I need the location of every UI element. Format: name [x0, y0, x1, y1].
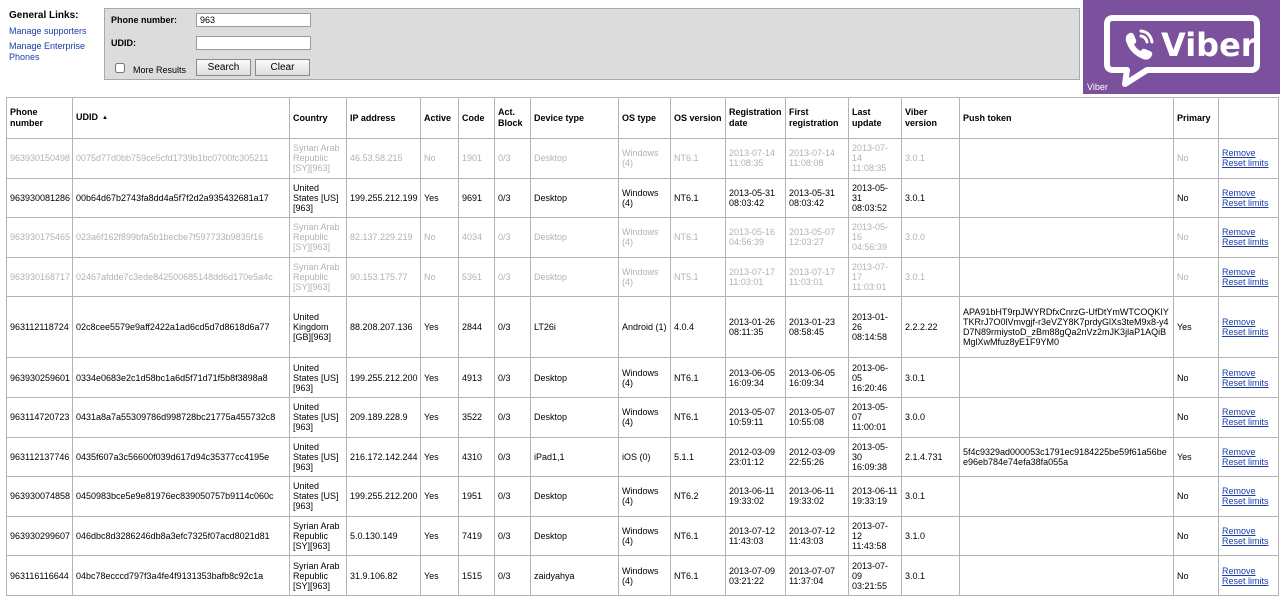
cell-code: 4913 — [459, 358, 495, 398]
cell-primary: No — [1174, 178, 1219, 218]
cell-phone-number: 963930175465 — [7, 218, 73, 258]
table-row — [7, 437, 1279, 477]
cell-country: United States [US][963] — [290, 178, 347, 218]
table-header-row — [7, 98, 1279, 139]
col-active[interactable]: Active — [421, 98, 459, 139]
table-row — [7, 516, 1279, 556]
cell-device-type: iPad1,1 — [531, 437, 619, 477]
reset-limits-link[interactable]: Reset limits — [1222, 277, 1269, 288]
cell-udid: 046dbc8d3286246db8a3efc7325f07acd8021d81 — [73, 516, 290, 556]
table-row — [7, 358, 1279, 398]
general-links — [9, 10, 101, 67]
cell-ip-address: 90.153.175.77 — [347, 257, 421, 297]
cell-actions — [1219, 139, 1279, 179]
phone-number-input[interactable] — [196, 13, 311, 27]
cell-udid: 0450983bce5e9e81976ec839050757b9114c060c — [73, 477, 290, 517]
cell-phone-number: 963114720723 — [7, 397, 73, 437]
reset-limits-link[interactable]: Reset limits — [1222, 496, 1269, 507]
cell-push-token — [960, 178, 1174, 218]
cell-device-type: Desktop — [531, 257, 619, 297]
cell-registration-date: 2013-07-17 11:03:01 — [726, 257, 786, 297]
cell-last-update: 2013-06-11 19:33:19 — [849, 477, 902, 517]
cell-code: 1515 — [459, 556, 495, 596]
general-links-title: General Links: — [9, 10, 79, 21]
cell-last-update: 2013-07-12 11:43:58 — [849, 516, 902, 556]
cell-first-registration: 2012-03-09 22:55:26 — [786, 437, 849, 477]
cell-code: 1901 — [459, 139, 495, 179]
remove-link[interactable]: Remove — [1222, 227, 1256, 238]
cell-active: Yes — [421, 397, 459, 437]
cell-first-registration: 2013-05-31 08:03:42 — [786, 178, 849, 218]
cell-os-type: Windows (4) — [619, 218, 671, 258]
cell-ip-address: 82.137.229.219 — [347, 218, 421, 258]
cell-country: Syrian Arab Republic [SY][963] — [290, 516, 347, 556]
col-phone-number[interactable]: Phone number — [7, 98, 73, 139]
cell-viber-version: 3.0.1 — [902, 257, 960, 297]
udid-input[interactable] — [196, 36, 311, 50]
cell-ip-address: 216.172.142.244 — [347, 437, 421, 477]
cell-ip-address: 46.53.58.215 — [347, 139, 421, 179]
cell-os-type: Windows (4) — [619, 556, 671, 596]
table-row — [7, 477, 1279, 517]
cell-active: Yes — [421, 477, 459, 517]
col-ip-address[interactable]: IP address — [347, 98, 421, 139]
cell-first-registration: 2013-07-12 11:43:03 — [786, 516, 849, 556]
cell-first-registration: 2013-07-17 11:03:01 — [786, 257, 849, 297]
cell-primary: No — [1174, 257, 1219, 297]
cell-os-type: Windows (4) — [619, 516, 671, 556]
cell-primary: No — [1174, 139, 1219, 179]
remove-link[interactable]: Remove — [1222, 565, 1256, 576]
cell-act-block: 0/3 — [495, 556, 531, 596]
cell-act-block: 0/3 — [495, 397, 531, 437]
reset-limits-link[interactable]: Reset limits — [1222, 456, 1269, 467]
cell-actions — [1219, 358, 1279, 398]
cell-registration-date: 2013-06-11 19:33:02 — [726, 477, 786, 517]
cell-active: Yes — [421, 556, 459, 596]
cell-act-block: 0/3 — [495, 358, 531, 398]
cell-last-update: 2013-05-16 04:56:39 — [849, 218, 902, 258]
cell-push-token — [960, 556, 1174, 596]
cell-phone-number: 963930081286 — [7, 178, 73, 218]
sort-ascending-icon: ▲ — [102, 114, 108, 121]
cell-registration-date: 2013-05-07 10:59:11 — [726, 397, 786, 437]
col-viber-version[interactable]: Viber version — [902, 98, 960, 139]
reset-limits-link[interactable]: Reset limits — [1222, 575, 1269, 586]
cell-active: Yes — [421, 178, 459, 218]
table-row — [7, 139, 1279, 179]
remove-link[interactable]: Remove — [1222, 317, 1256, 328]
cell-viber-version: 2.2.2.22 — [902, 297, 960, 358]
cell-ip-address: 199.255.212.200 — [347, 358, 421, 398]
cell-country: United States [US][963] — [290, 358, 347, 398]
cell-first-registration: 2013-05-07 12:03:27 — [786, 218, 849, 258]
cell-device-type: Desktop — [531, 178, 619, 218]
cell-os-type: Windows (4) — [619, 397, 671, 437]
cell-primary: Yes — [1174, 297, 1219, 358]
col-device-type[interactable]: Device type — [531, 98, 619, 139]
remove-link[interactable]: Remove — [1222, 526, 1256, 537]
cell-act-block: 0/3 — [495, 516, 531, 556]
cell-os-version: 5.1.1 — [671, 437, 726, 477]
cell-os-version: NT6.2 — [671, 477, 726, 517]
cell-os-version: NT6.1 — [671, 218, 726, 258]
cell-code: 1951 — [459, 477, 495, 517]
cell-device-type: Desktop — [531, 218, 619, 258]
col-udid[interactable]: UDID ▲ — [73, 98, 290, 139]
cell-os-type: Android (1) — [619, 297, 671, 358]
cell-first-registration: 2013-05-07 10:55:08 — [786, 397, 849, 437]
cell-phone-number: 963930259601 — [7, 358, 73, 398]
cell-push-token — [960, 358, 1174, 398]
cell-os-version: NT6.1 — [671, 139, 726, 179]
cell-active: Yes — [421, 516, 459, 556]
cell-push-token — [960, 257, 1174, 297]
cell-active: No — [421, 218, 459, 258]
cell-device-type: Desktop — [531, 358, 619, 398]
cell-os-version: NT6.1 — [671, 358, 726, 398]
reset-limits-link[interactable]: Reset limits — [1222, 197, 1269, 208]
cell-country: Syrian Arab Republic [SY][963] — [290, 257, 347, 297]
cell-viber-version: 3.0.1 — [902, 477, 960, 517]
reset-limits-link[interactable]: Reset limits — [1222, 237, 1269, 248]
cell-actions — [1219, 257, 1279, 297]
cell-push-token: 5f4c9329ad000053c1791ec9184225be59f61a56bee96eb784e74efa38fa055a — [960, 437, 1174, 477]
cell-registration-date: 2013-05-31 08:03:42 — [726, 178, 786, 218]
cell-udid: 0334e0683e2c1d58bc1a6d5f71d71f5b8f3898a8 — [73, 358, 290, 398]
cell-country: United States [US][963] — [290, 477, 347, 517]
cell-ip-address: 199.255.212.199 — [347, 178, 421, 218]
col-last-update[interactable]: Last update — [849, 98, 902, 139]
cell-act-block: 0/3 — [495, 477, 531, 517]
cell-udid: 02c8cee5579e9aff2422a1ad6cd5d7d8618d6a77 — [73, 297, 290, 358]
cell-registration-date: 2013-06-05 16:09:34 — [726, 358, 786, 398]
table-row — [7, 397, 1279, 437]
cell-udid: 0075d77d0bb759ce5cfd1739b1bc0700fc305211 — [73, 139, 290, 179]
reset-limits-link[interactable]: Reset limits — [1222, 536, 1269, 547]
cell-push-token: APA91bHT9rpJWYRDfxCnrzG-UfDtYmWTCOQKIYTKRrJ7O0lVmvgjf-r3eVZY8K7prdyGlXs3teM9x8-y4D7N89rmiystoD_zBm88gQa2nVz2mJK3jlaP1AQiBMglXwMfuz8yE1F9YM0 — [960, 297, 1174, 358]
cell-device-type: Desktop — [531, 516, 619, 556]
remove-link[interactable]: Remove — [1222, 367, 1256, 378]
cell-registration-date: 2013-07-12 11:43:03 — [726, 516, 786, 556]
cell-ip-address: 209.189.228.9 — [347, 397, 421, 437]
cell-registration-date: 2013-05-16 04:56:39 — [726, 218, 786, 258]
col-country[interactable]: Country — [290, 98, 347, 139]
cell-primary: Yes — [1174, 437, 1219, 477]
cell-viber-version: 3.0.1 — [902, 178, 960, 218]
cell-viber-version: 3.0.1 — [902, 556, 960, 596]
cell-viber-version: 2.1.4.731 — [902, 437, 960, 477]
cell-registration-date: 2013-01-26 08:11:35 — [726, 297, 786, 358]
clear-button[interactable]: Clear — [255, 59, 310, 76]
col-actions — [1219, 98, 1279, 139]
cell-first-registration: 2013-06-05 16:09:34 — [786, 358, 849, 398]
cell-act-block: 0/3 — [495, 257, 531, 297]
remove-link[interactable]: Remove — [1222, 267, 1256, 278]
cell-phone-number: 963116116644 — [7, 556, 73, 596]
cell-code: 3522 — [459, 397, 495, 437]
cell-os-type: Windows (4) — [619, 178, 671, 218]
cell-act-block: 0/3 — [495, 218, 531, 258]
cell-country: United Kingdom [GB][963] — [290, 297, 347, 358]
cell-registration-date: 2013-07-14 11:08:35 — [726, 139, 786, 179]
cell-udid: 0431a8a7a55309786d998728bc21775a455732c8 — [73, 397, 290, 437]
cell-viber-version: 3.0.1 — [902, 139, 960, 179]
reset-limits-link[interactable]: Reset limits — [1222, 158, 1269, 169]
viber-caption: Viber — [1087, 82, 1108, 92]
table-row — [7, 178, 1279, 218]
remove-link[interactable]: Remove — [1222, 486, 1256, 497]
cell-ip-address: 31.9.106.82 — [347, 556, 421, 596]
cell-os-version: NT6.1 — [671, 397, 726, 437]
table-row — [7, 556, 1279, 596]
cell-registration-date: 2013-07-09 03:21:22 — [726, 556, 786, 596]
cell-push-token — [960, 516, 1174, 556]
cell-last-update: 2013-07-14 11:08:35 — [849, 139, 902, 179]
viber-logo — [1083, 0, 1280, 94]
cell-act-block: 0/3 — [495, 139, 531, 179]
cell-act-block: 0/3 — [495, 178, 531, 218]
cell-actions — [1219, 437, 1279, 477]
cell-os-version: NT5.1 — [671, 257, 726, 297]
col-push-token[interactable]: Push token — [960, 98, 1174, 139]
cell-os-type: Windows (4) — [619, 358, 671, 398]
cell-udid: 02467afdde7c3ede842500685148dd6d170e5a4c — [73, 257, 290, 297]
cell-country: United States [US][963] — [290, 397, 347, 437]
cell-viber-version: 3.0.0 — [902, 218, 960, 258]
cell-push-token — [960, 477, 1174, 517]
cell-actions — [1219, 397, 1279, 437]
cell-actions — [1219, 178, 1279, 218]
cell-device-type: zaidyahya — [531, 556, 619, 596]
manage-enterprise-phones-link[interactable]: Manage Enterprise Phones — [9, 41, 86, 62]
cell-first-registration: 2013-07-14 11:08:08 — [786, 139, 849, 179]
viber-logo-icon — [1103, 12, 1261, 88]
cell-os-type: Windows (4) — [619, 477, 671, 517]
cell-viber-version: 3.0.1 — [902, 358, 960, 398]
cell-registration-date: 2012-03-09 23:01:12 — [726, 437, 786, 477]
cell-actions — [1219, 477, 1279, 517]
udid-label: UDID: — [111, 38, 136, 48]
cell-phone-number: 963112118724 — [7, 297, 73, 358]
cell-actions — [1219, 516, 1279, 556]
cell-os-version: NT6.1 — [671, 178, 726, 218]
cell-actions — [1219, 297, 1279, 358]
col-code[interactable]: Code — [459, 98, 495, 139]
cell-phone-number: 963930299607 — [7, 516, 73, 556]
cell-first-registration: 2013-07-07 11:37:04 — [786, 556, 849, 596]
cell-viber-version: 3.0.0 — [902, 397, 960, 437]
cell-push-token — [960, 139, 1174, 179]
cell-last-update: 2013-07-09 03:21:55 — [849, 556, 902, 596]
cell-code: 2844 — [459, 297, 495, 358]
table-row — [7, 218, 1279, 258]
remove-link[interactable]: Remove — [1222, 407, 1256, 418]
cell-device-type: Desktop — [531, 477, 619, 517]
cell-active: Yes — [421, 297, 459, 358]
reset-limits-link[interactable]: Reset limits — [1222, 417, 1269, 428]
cell-viber-version: 3.1.0 — [902, 516, 960, 556]
remove-link[interactable]: Remove — [1222, 187, 1256, 198]
cell-device-type: Desktop — [531, 397, 619, 437]
cell-primary: No — [1174, 556, 1219, 596]
cell-primary: No — [1174, 358, 1219, 398]
remove-link[interactable]: Remove — [1222, 446, 1256, 457]
cell-udid: 0435f607a3c56600f039d617d94c35377cc4195e — [73, 437, 290, 477]
cell-country: Syrian Arab Republic [SY][963] — [290, 218, 347, 258]
reset-limits-link[interactable]: Reset limits — [1222, 377, 1269, 388]
cell-last-update: 2013-05-31 08:03:52 — [849, 178, 902, 218]
col-os-type[interactable]: OS type — [619, 98, 671, 139]
table-row — [7, 297, 1279, 358]
cell-ip-address: 88.208.207.136 — [347, 297, 421, 358]
cell-code: 4034 — [459, 218, 495, 258]
table-row — [7, 257, 1279, 297]
search-panel — [104, 8, 1080, 80]
cell-push-token — [960, 218, 1174, 258]
cell-code: 4310 — [459, 437, 495, 477]
cell-phone-number: 963930168717 — [7, 257, 73, 297]
cell-primary: No — [1174, 477, 1219, 517]
remove-link[interactable]: Remove — [1222, 148, 1256, 159]
more-results-label: More Results — [133, 65, 187, 75]
cell-last-update: 2013-06-05 16:20:46 — [849, 358, 902, 398]
cell-actions — [1219, 556, 1279, 596]
accounts-table — [6, 97, 1279, 596]
cell-phone-number: 963112137746 — [7, 437, 73, 477]
cell-os-version: NT6.1 — [671, 516, 726, 556]
cell-country: Syrian Arab Republic [SY][963] — [290, 139, 347, 179]
cell-active: No — [421, 257, 459, 297]
cell-last-update: 2013-05-07 11:00:01 — [849, 397, 902, 437]
col-primary[interactable]: Primary — [1174, 98, 1219, 139]
col-act-block[interactable]: Act. Block — [495, 98, 531, 139]
col-first-registration[interactable]: First registration — [786, 98, 849, 139]
cell-ip-address: 199.255.212.200 — [347, 477, 421, 517]
cell-os-type: Windows (4) — [619, 257, 671, 297]
cell-primary: No — [1174, 218, 1219, 258]
cell-ip-address: 5.0.130.149 — [347, 516, 421, 556]
cell-country: United States [US][963] — [290, 437, 347, 477]
more-results-checkbox[interactable] — [115, 63, 125, 73]
cell-first-registration: 2013-01-23 08:58:45 — [786, 297, 849, 358]
cell-country: Syrian Arab Republic [SY][963] — [290, 556, 347, 596]
cell-last-update: 2013-07-17 11:03:01 — [849, 257, 902, 297]
col-registration-date[interactable]: Registration date — [726, 98, 786, 139]
cell-actions — [1219, 218, 1279, 258]
cell-active: Yes — [421, 437, 459, 477]
cell-code: 5361 — [459, 257, 495, 297]
cell-os-version: 4.0.4 — [671, 297, 726, 358]
cell-phone-number: 963930074858 — [7, 477, 73, 517]
svg-text:Viber: Viber — [1161, 26, 1257, 64]
cell-code: 9691 — [459, 178, 495, 218]
cell-os-type: iOS (0) — [619, 437, 671, 477]
cell-last-update: 2013-05-30 16:09:38 — [849, 437, 902, 477]
cell-first-registration: 2013-06-11 19:33:02 — [786, 477, 849, 517]
cell-udid: 04bc78ecccd797f3a4fe4f9131353bafb8c92c1a — [73, 556, 290, 596]
cell-device-type: LT26i — [531, 297, 619, 358]
cell-primary: No — [1174, 397, 1219, 437]
cell-act-block: 0/3 — [495, 297, 531, 358]
cell-os-type: Windows (4) — [619, 139, 671, 179]
manage-supporters-link[interactable]: Manage supporters — [9, 26, 87, 36]
reset-limits-link[interactable]: Reset limits — [1222, 327, 1269, 338]
cell-primary: No — [1174, 516, 1219, 556]
cell-udid: 00b64d67b2743fa8dd4a5f7f2d2a935432681a17 — [73, 178, 290, 218]
cell-device-type: Desktop — [531, 139, 619, 179]
phone-number-label: Phone number: — [111, 15, 178, 25]
cell-push-token — [960, 397, 1174, 437]
cell-act-block: 0/3 — [495, 437, 531, 477]
search-button[interactable]: Search — [196, 59, 251, 76]
cell-code: 7419 — [459, 516, 495, 556]
cell-active: Yes — [421, 358, 459, 398]
cell-active: No — [421, 139, 459, 179]
cell-udid: 023a6f162f899bfa5b1becbe7f597733b9835f16 — [73, 218, 290, 258]
cell-last-update: 2013-01-26 08:14:58 — [849, 297, 902, 358]
cell-os-version: NT6.1 — [671, 556, 726, 596]
col-os-version[interactable]: OS version — [671, 98, 726, 139]
cell-phone-number: 963930150498 — [7, 139, 73, 179]
